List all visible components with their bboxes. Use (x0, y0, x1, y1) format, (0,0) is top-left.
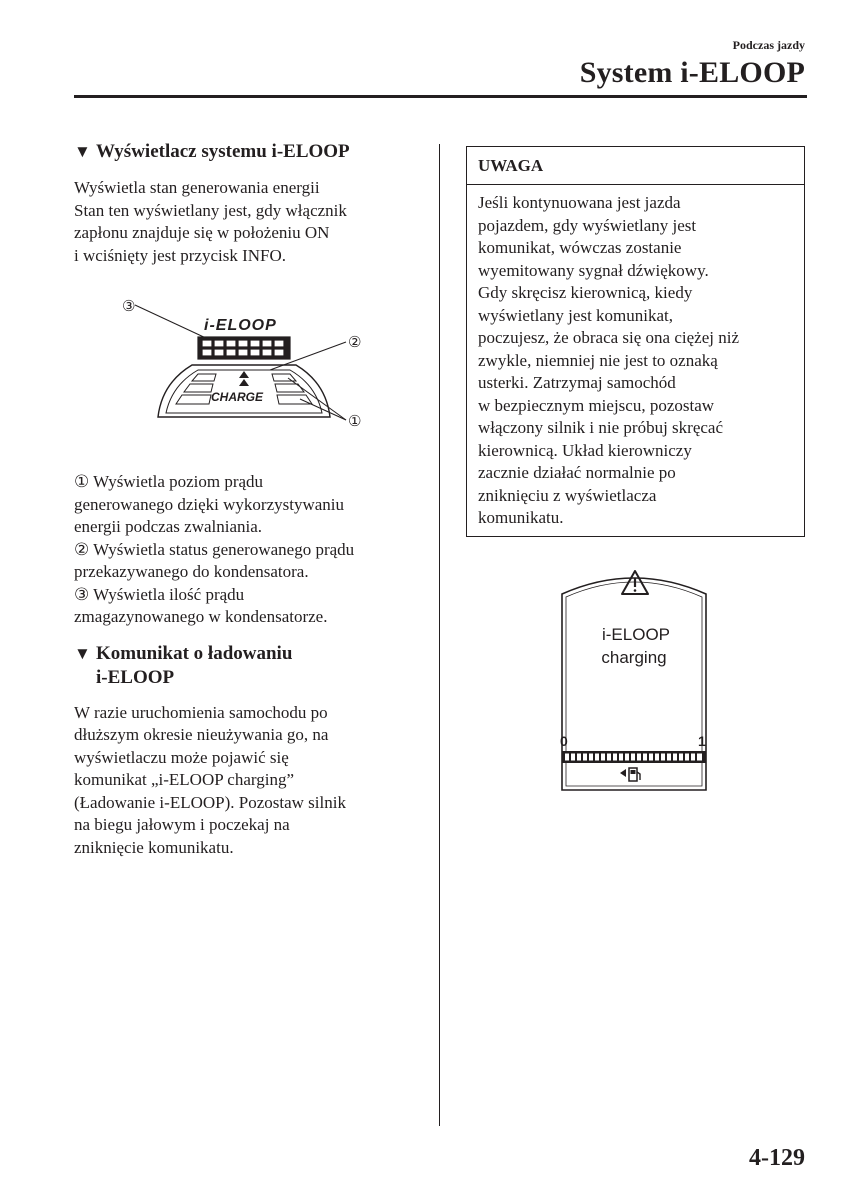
legend-line: energii podczas zwalniania. (74, 517, 263, 536)
legend-line: ② Wyświetla status generowanego prądu (74, 539, 355, 559)
paragraph-line: i wciśnięty jest przycisk INFO. (74, 245, 286, 265)
level-scale-bar (562, 751, 706, 763)
page-number: 4-129 (749, 1145, 805, 1171)
paragraph-line: zniknięcie komunikatu. (74, 837, 234, 857)
iloop-logo-text: i-ELOOP (204, 317, 277, 334)
note-line: komunikat, wówczas zostanie (478, 238, 682, 257)
legend-line: przekazywanego do kondensatora. (74, 562, 309, 581)
note-line: zniknięciu z wyświetlacza (478, 485, 657, 505)
note-line: Gdy skręcisz kierownicą, kiedy (478, 283, 693, 302)
paragraph-line: W razie uruchomienia samochodu po (74, 702, 328, 722)
charging-message-display (556, 566, 712, 796)
note-line: zwykle, niemniej nie jest to oznaką (478, 350, 718, 370)
triangle-bullet-icon: ▼ (74, 142, 91, 161)
legend-list (74, 471, 419, 629)
note-line: wyemitowany sygnał dźwiękowy. (478, 260, 709, 280)
paragraph-line: na biegu jałowym i poczekaj na (74, 815, 290, 834)
section-heading-display (74, 140, 419, 164)
note-line: pojazdem, gdy wyświetlany jest (478, 215, 697, 235)
legend-line: generowanego dzięki wykorzystywaniu (74, 494, 345, 514)
paragraph-charging (74, 702, 419, 860)
right-column (466, 146, 805, 749)
note-line: kierownicą. Układ kierowniczy (478, 440, 692, 460)
note-title: UWAGA (467, 147, 804, 185)
scale-max-label: 1 (698, 733, 706, 749)
note-line: usterki. Zatrzymaj samochód (478, 373, 676, 392)
paragraph-line: dłuższym okresie nieużywania go, na (74, 725, 329, 744)
capacitor-level-bar (198, 337, 290, 359)
section-heading-text: i-ELOOP (96, 666, 175, 688)
header-section-label: Podczas jazdy (732, 38, 805, 52)
paragraph-line: zapłonu znajduje się w położeniu ON (74, 223, 330, 242)
note-line: wyświetlany jest komunikat, (478, 305, 674, 325)
message-line-2: charging (601, 648, 667, 667)
legend-line: ③ Wyświetla ilość prądu (74, 584, 245, 604)
legend-line: zmagazynowanego w kondensatorze. (74, 607, 328, 626)
section-heading-text: Wyświetlacz systemu i-ELOOP (96, 141, 350, 162)
note-line: w bezpiecznym miejscu, pozostaw (478, 395, 715, 415)
callout-2: ② (348, 333, 362, 351)
paragraph-line: komunikat „i-ELOOP charging” (74, 770, 295, 789)
note-line: włączony silnik i nie próbuj skręcać (478, 418, 724, 437)
section-heading-text: Komunikat o ładowaniu (96, 642, 293, 664)
callout-3: ③ (122, 297, 136, 315)
note-line: komunikatu. (478, 508, 564, 527)
iloop-display-figure (74, 293, 419, 463)
note-line: poczujesz, że obraca się ona ciężej niż (478, 328, 739, 347)
message-line-1: i-ELOOP (601, 625, 671, 644)
paragraph-line: Stan ten wyświetlany jest, gdy włącznik (74, 200, 347, 220)
iloop-display-illustration (74, 293, 419, 463)
scale-min-label: 0 (560, 733, 568, 749)
paragraph-display (74, 177, 419, 267)
paragraph-line: (Ładowanie i-ELOOP). Pozostaw silnik (74, 792, 346, 812)
charging-message-figure (556, 566, 712, 801)
note-body (467, 185, 804, 530)
page-title: System i-ELOOP (579, 56, 805, 89)
triangle-bullet-icon: ▼ (74, 643, 91, 663)
note-line: Jeśli kontynuowana jest jazda (478, 193, 681, 212)
header-rule (74, 95, 807, 98)
legend-line: ① Wyświetla poziom prądu (74, 472, 264, 491)
note-box (466, 146, 805, 537)
charge-label: CHARGE (211, 390, 264, 404)
callout-1: ① (348, 412, 362, 430)
paragraph-line: Wyświetla stan generowania energii (74, 178, 320, 197)
left-column (74, 140, 419, 859)
note-line: zacznie działać normalnie po (478, 463, 676, 482)
section-heading-charging (74, 642, 419, 690)
paragraph-line: wyświetlaczu może pojawić się (74, 747, 289, 767)
column-divider (439, 144, 440, 1126)
